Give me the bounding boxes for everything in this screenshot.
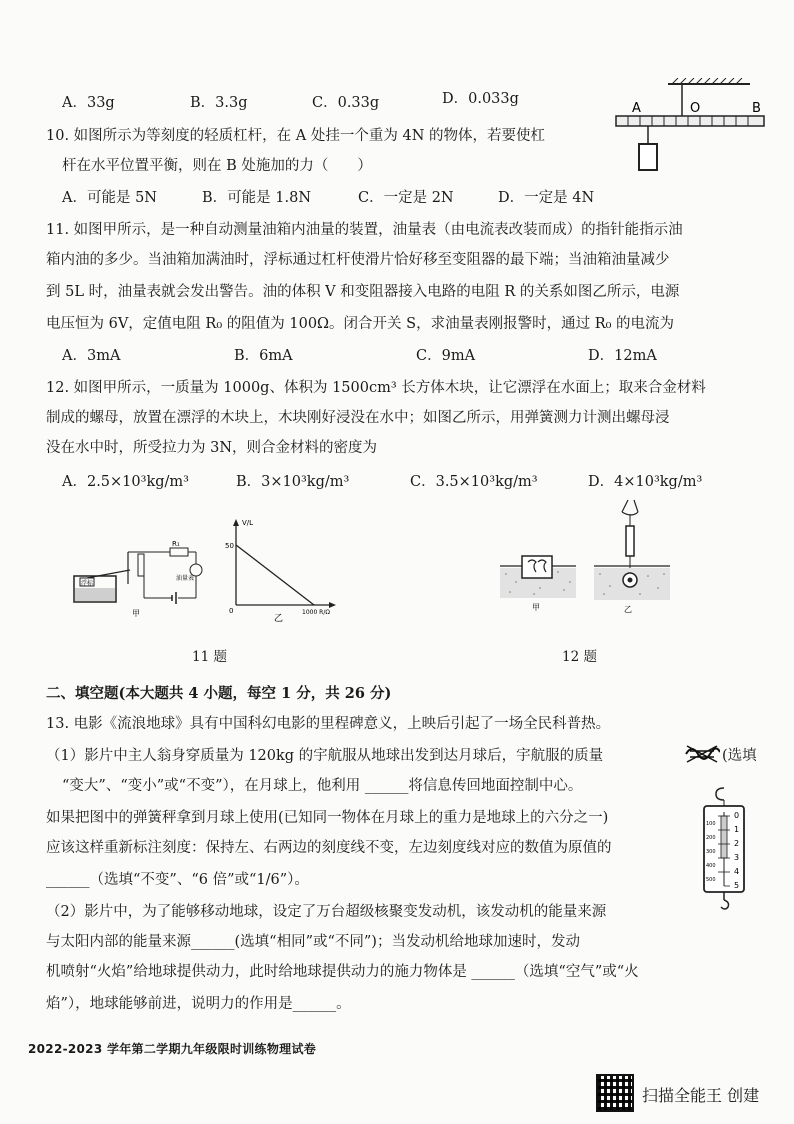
scanner-brand-text: 扫描全能王 创建 <box>642 1086 760 1105</box>
q10-option-d: D．一定是 4N <box>498 190 595 206</box>
q9-option-c: C．0.33g <box>312 95 380 111</box>
q11-option-a: A．3mA <box>62 348 121 364</box>
q12-option-a: A．2.5×10³kg/m³ <box>62 474 189 490</box>
q9-option-b: B．3.3g <box>190 95 248 111</box>
q13-line-8: 与太阳内部的能量来源______(选填“相同”或“不同”)；当发动机给地球加速时，发动 <box>46 934 580 950</box>
lever-label-a: A <box>632 101 641 116</box>
q13-line-2-suffix: (选填 <box>722 748 757 764</box>
scale-right-3: 3 <box>734 853 740 862</box>
q13-line-6: ______（选填“不变”、“6 倍”或“1/6”）。 <box>46 872 309 888</box>
spring-scale-figure <box>694 786 760 912</box>
scale-right-4: 4 <box>734 867 740 876</box>
lever-label-b: B <box>752 101 761 116</box>
scale-left-300: 300 <box>706 849 716 855</box>
q13-line-9: 机喷射“火焰”给地球提供动力，此时给地球提供动力的施力物体是 ______（选填“空气”或“火 <box>46 964 639 980</box>
scale-right-0: 0 <box>734 811 740 820</box>
meter-label: 油量表 <box>176 575 195 582</box>
section2-title: 二、填空题(本大题共 4 小题，每空 1 分，共 26 分) <box>46 685 392 702</box>
q11-line-4: 电压恒为 6V，定值电阻 R₀ 的阻值为 100Ω。闭合开关 S，求油量表刚报警时，通过 R₀ 的电流为 <box>46 316 675 332</box>
q11-line-3: 到 5L 时，油量表就会发出警告。油的体积 V 和变阻器接入电路的电阻 R 的关系如图乙所示，电源 <box>46 284 680 300</box>
footer-title: 2022-2023 学年第二学期九年级限时训练物理试卷 <box>28 1042 317 1056</box>
q13-line-4: 如果把图中的弹簧秤拿到月球上使用(已知同一物体在月球上的重力是地球上的六分之一) <box>46 810 609 826</box>
scale-left-100: 100 <box>706 821 716 827</box>
q10-option-c: C．一定是 2N <box>358 190 454 206</box>
scale-right-5: 5 <box>734 881 740 890</box>
fig12-jia: 甲 <box>532 603 540 612</box>
scale-right-2: 2 <box>734 839 740 848</box>
q10-line-1: 10. 如图所示为等刻度的轻质杠杆，在 A 处挂一个重为 4N 的物体，若要使杠 <box>46 128 545 144</box>
fig12-caption: 12 题 <box>562 649 597 665</box>
lever-label-o: O <box>690 101 701 116</box>
fig11-yi: 乙 <box>274 614 284 624</box>
graph-origin: 0 <box>229 607 234 615</box>
q12-line-2: 制成的螺母，放置在漂浮的木块上，木块刚好浸没在水中；如图乙所示，用弹簧测力计测出螺母浸 <box>46 410 670 426</box>
crossed-out-answer <box>684 742 720 766</box>
graph-x-axis-label: 1000 R/Ω <box>302 609 330 616</box>
float-label: 浮标 <box>81 580 94 587</box>
q12-option-b: B．3×10³kg/m³ <box>236 474 350 490</box>
q9-option-a: A．33g <box>62 95 115 111</box>
q11-option-b: B．6mA <box>234 348 293 364</box>
fig12-figure <box>490 498 690 618</box>
q11-line-2: 箱内油的多少。当油箱加满油时，浮标通过杠杆使滑片恰好移至变阻器的最下端；当油箱油量减少 <box>46 252 670 268</box>
qr-code-icon <box>596 1074 634 1112</box>
q9-option-d: D．0.033g <box>442 91 519 107</box>
q12-option-c: C．3.5×10³kg/m³ <box>410 474 538 490</box>
graph-y-tick: 50 <box>225 542 234 550</box>
lever-figure <box>610 78 770 178</box>
scale-left-500: 500 <box>706 877 716 883</box>
q11-option-d: D．12mA <box>588 348 657 364</box>
q12-line-1: 12. 如图甲所示，一质量为 1000g、体积为 1500cm³ 长方体木块，让它漂浮在水面上；取来合金材料 <box>46 380 706 396</box>
q10-line-2: 杆在水平位置平衡，则在 B 处施加的力（ ） <box>62 158 372 174</box>
fig11-caption: 11 题 <box>192 649 227 665</box>
q13-line-2: （1）影片中主人翁身穿质量为 120kg 的宇航服从地球出发到达月球后，宇航服的质量 <box>46 748 604 764</box>
q13-line-1: 13. 电影《流浪地球》具有中国科幻电影的里程碑意义，上映后引起了一场全民科普热。 <box>46 716 611 732</box>
r1-label: R₁ <box>172 540 180 548</box>
scale-right-1: 1 <box>734 825 740 834</box>
q13-line-7: （2）影片中，为了能够移动地球，设定了万台超级核聚变发动机，该发动机的能量来源 <box>46 904 607 920</box>
q11-option-c: C．9mA <box>416 348 476 364</box>
q10-option-a: A．可能是 5N <box>62 190 157 206</box>
scale-left-200: 200 <box>706 835 716 841</box>
scale-left-400: 400 <box>706 863 716 869</box>
q11-line-1: 11. 如图甲所示，是一种自动测量油箱内油量的装置，油量表（由电流表改装而成）的指针能指示油 <box>46 222 683 238</box>
q13-line-10: 焰”），地球能够前进，说明力的作用是______。 <box>46 996 351 1012</box>
fig12-yi: 乙 <box>624 605 632 614</box>
fig11-jia: 甲 <box>132 609 140 618</box>
q10-option-b: B．可能是 1.8N <box>202 190 312 206</box>
fig11-circuit <box>72 540 212 620</box>
q13-line-3: “变大”、“变小”或“不变”），在月球上，他利用 ______将信息传回地面控制中心。 <box>62 778 583 794</box>
q13-line-5: 应该这样重新标注刻度：保持左、右两边的刻度线不变，左边刻度线对应的数值为原值的 <box>46 840 612 856</box>
q12-line-3: 没在水中时，所受拉力为 3N，则合金材料的密度为 <box>46 440 378 456</box>
fig11-graph <box>222 515 342 630</box>
q12-option-d: D．4×10³kg/m³ <box>588 474 703 490</box>
graph-y-axis-label: V/L <box>242 519 254 527</box>
